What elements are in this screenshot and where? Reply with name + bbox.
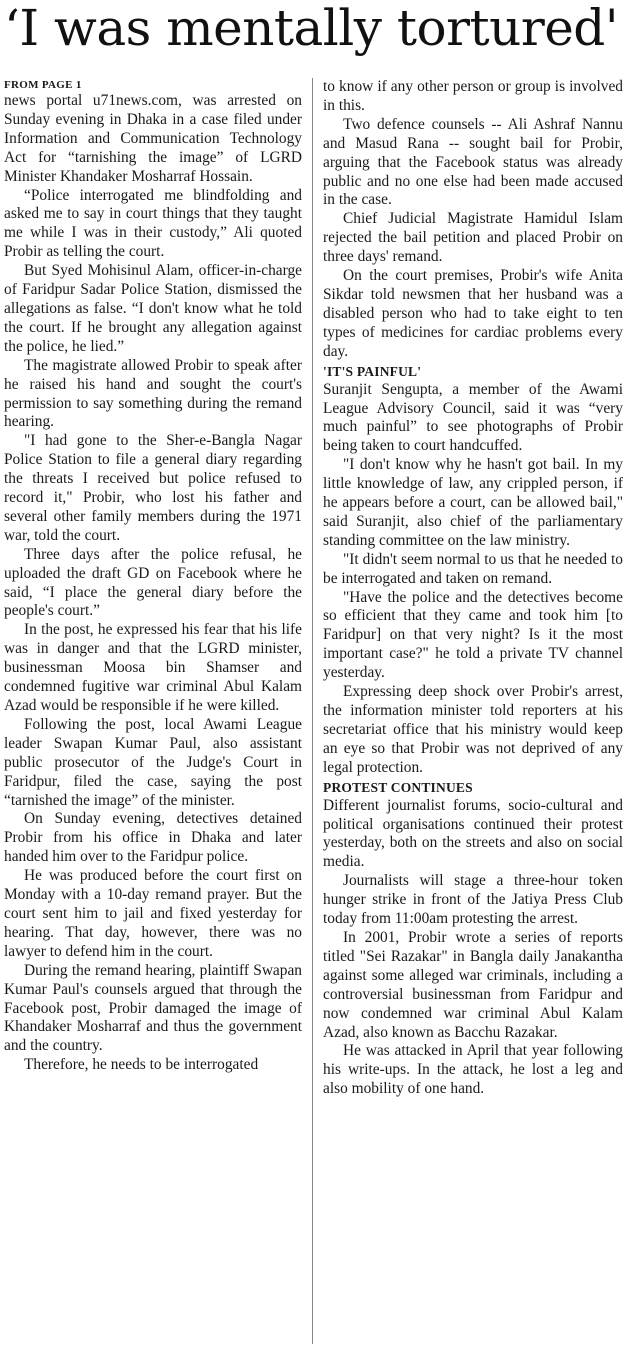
- paragraph: Three days after the police refusal, he uploaded the draft GD on Facebook where he said, “I place the general diary before the people's court.”: [4, 545, 302, 620]
- paragraph: to know if any other person or group is involved in this.: [323, 78, 623, 114]
- paragraph: Two defence counsels -- Ali Ashraf Nannu and Masud Rana -- sought bail for Probir, arguing that the Facebook status was already public and no one else had been made accused in the case.: [323, 115, 623, 209]
- paragraph: Different journalist forums, socio-cultural and political organisations continued their protest yesterday, both on the streets and also on social media.: [323, 796, 623, 871]
- column-divider: [312, 78, 313, 1344]
- paragraph: Journalists will stage a three-hour token hunger strike in front of the Jatiya Press Club today from 11:00am protesting the arrest.: [323, 872, 623, 928]
- paragraph: In 2001, Probir wrote a series of reports titled "Sei Razakar" in Bangla daily Janakantha against some alleged war criminals, including a controversial businessman from Faridpur and now condemned war criminal Abul Kalam Azad, also known as Bacchu Razakar.: [323, 928, 623, 1041]
- paragraph: "I had gone to the Sher-e-Bangla Nagar Police Station to file a general diary regarding the threats I received but police refused to record it," Probir, who lost his father and several other family members during the 1971 war, told the court.: [4, 432, 302, 544]
- paragraph: He was attacked in April that year following his write-ups. In the attack, he lost a leg and also mobility of one hand.: [323, 1042, 623, 1098]
- paragraph: On Sunday evening, detectives detained Probir from his office in Dhaka and later handed him over to the Faridpur police.: [4, 810, 302, 866]
- paragraph: "It didn't seem normal to us that he needed to be interrogated and taken on remand.: [323, 550, 623, 587]
- kicker: FROM PAGE 1: [4, 79, 82, 91]
- paragraph: Therefore, he needs to be interrogated: [24, 1056, 259, 1074]
- left-column: [4, 78, 302, 1348]
- paragraph: He was produced before the court first on Monday with a 10-day remand prayer. But the court sent him to jail and fixed yesterday for hearing. That day, however, there was no lawyer to defend him in the court.: [4, 867, 302, 960]
- paragraph: Suranjit Sengupta, a member of the Awami League Advisory Council, said it was “very much painful” to see photographs of Probir being taken to court handcuffed.: [323, 380, 623, 455]
- paragraph: Expressing deep shock over Probir's arrest, the information minister told reporters at his secretariat office that his ministry would keep an eye so that Probir was not deprived of any legal protection.: [323, 683, 623, 776]
- subhead: PROTEST CONTINUES: [323, 779, 473, 795]
- paragraph: But Syed Mohisinul Alam, officer-in-charge of Faridpur Sadar Police Station, dismissed the allegations as false. “I don't know what he told the court. If he brought any allegation against the police, he lied.”: [4, 262, 302, 355]
- paragraph: During the remand hearing, plaintiff Swapan Kumar Paul's counsels argued that through the Facebook post, Probir damaged the image of Khandaker Mosharraf and thus the government and the country.: [4, 961, 302, 1055]
- paragraph: On the court premises, Probir's wife Anita Sikdar told newsmen that her husband was a disabled person who had to take eight to ten types of medicines for cardiac problems every day.: [323, 267, 623, 360]
- right-column: [323, 78, 623, 1348]
- paragraph: “Police interrogated me blindfolding and asked me to say in court things that they taught me while I was in their custody,” Ali quoted Probir as telling the court.: [4, 186, 302, 261]
- paragraph: "I don't know why he hasn't got bail. In my little knowledge of law, any crippled person, if he appears before a court, can be allowed bail," said Suranjit, also chief of the parliamentary standing committee on the law ministry.: [323, 456, 623, 549]
- subhead: 'IT'S PAINFUL': [323, 363, 422, 379]
- paragraph: In the post, he expressed his fear that his life was in danger and that the LGRD minister, businessman Moosa bin Shamser and condemned fugitive war criminal Abul Kalam Azad would be responsible if he were killed.: [4, 621, 302, 714]
- paragraph: Chief Judicial Magistrate Hamidul Islam rejected the bail petition and placed Probir on three days' remand.: [323, 210, 623, 266]
- paragraph: The magistrate allowed Probir to speak after he raised his hand and sought the court's permission to say something during the remand hearing.: [4, 356, 302, 431]
- paragraph: Following the post, local Awami League leader Swapan Kumar Paul, also assistant public prosecutor of the Judge's Court in Faridpur, filed the case, saying the post “tarnished the image” of the minister.: [4, 715, 302, 809]
- paragraph: "Have the police and the detectives become so efficient that they came and took him [to Faridpur] on that very night? Is it the most important case?" he told a private TV channel yesterday.: [323, 588, 623, 682]
- headline: ‘I was mentally tortured': [4, 0, 619, 57]
- paragraph: news portal u71news.com, was arrested on Sunday evening in Dhaka in a case filed under Information and Communication Technology Act for “tarnishing the image” of LGRD Minister Khandaker Mosharraf Hossain.: [4, 92, 302, 185]
